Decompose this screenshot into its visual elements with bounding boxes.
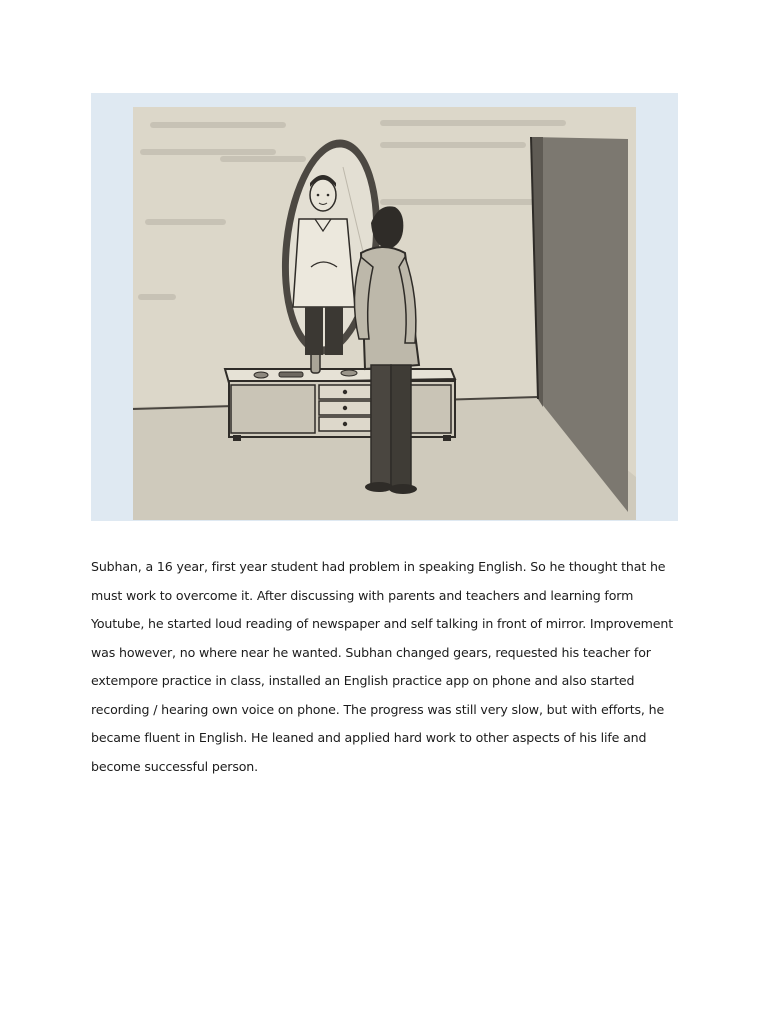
figure-frame bbox=[91, 93, 678, 521]
story-paragraph: Subhan, a 16 year, first year student had problem in speaking English. So he thought that he must work to overcome it. After discussing with parents and teachers and learning form Youtube, he started loud reading of newspaper and self talking in front of mirror. Improvement was however, no where near he wanted. Subhan changed gears, requested his teacher for extempore practice in class, installed an English practice app on phone and also started recording / hearing own voice on phone. The progress was still very slow, but with efforts, he became fluent in English. He leaned and applied hard work to other aspects of his life and become successful person. bbox=[91, 559, 674, 774]
illustration-drawing bbox=[133, 107, 636, 520]
mirror-illustration bbox=[133, 107, 636, 520]
